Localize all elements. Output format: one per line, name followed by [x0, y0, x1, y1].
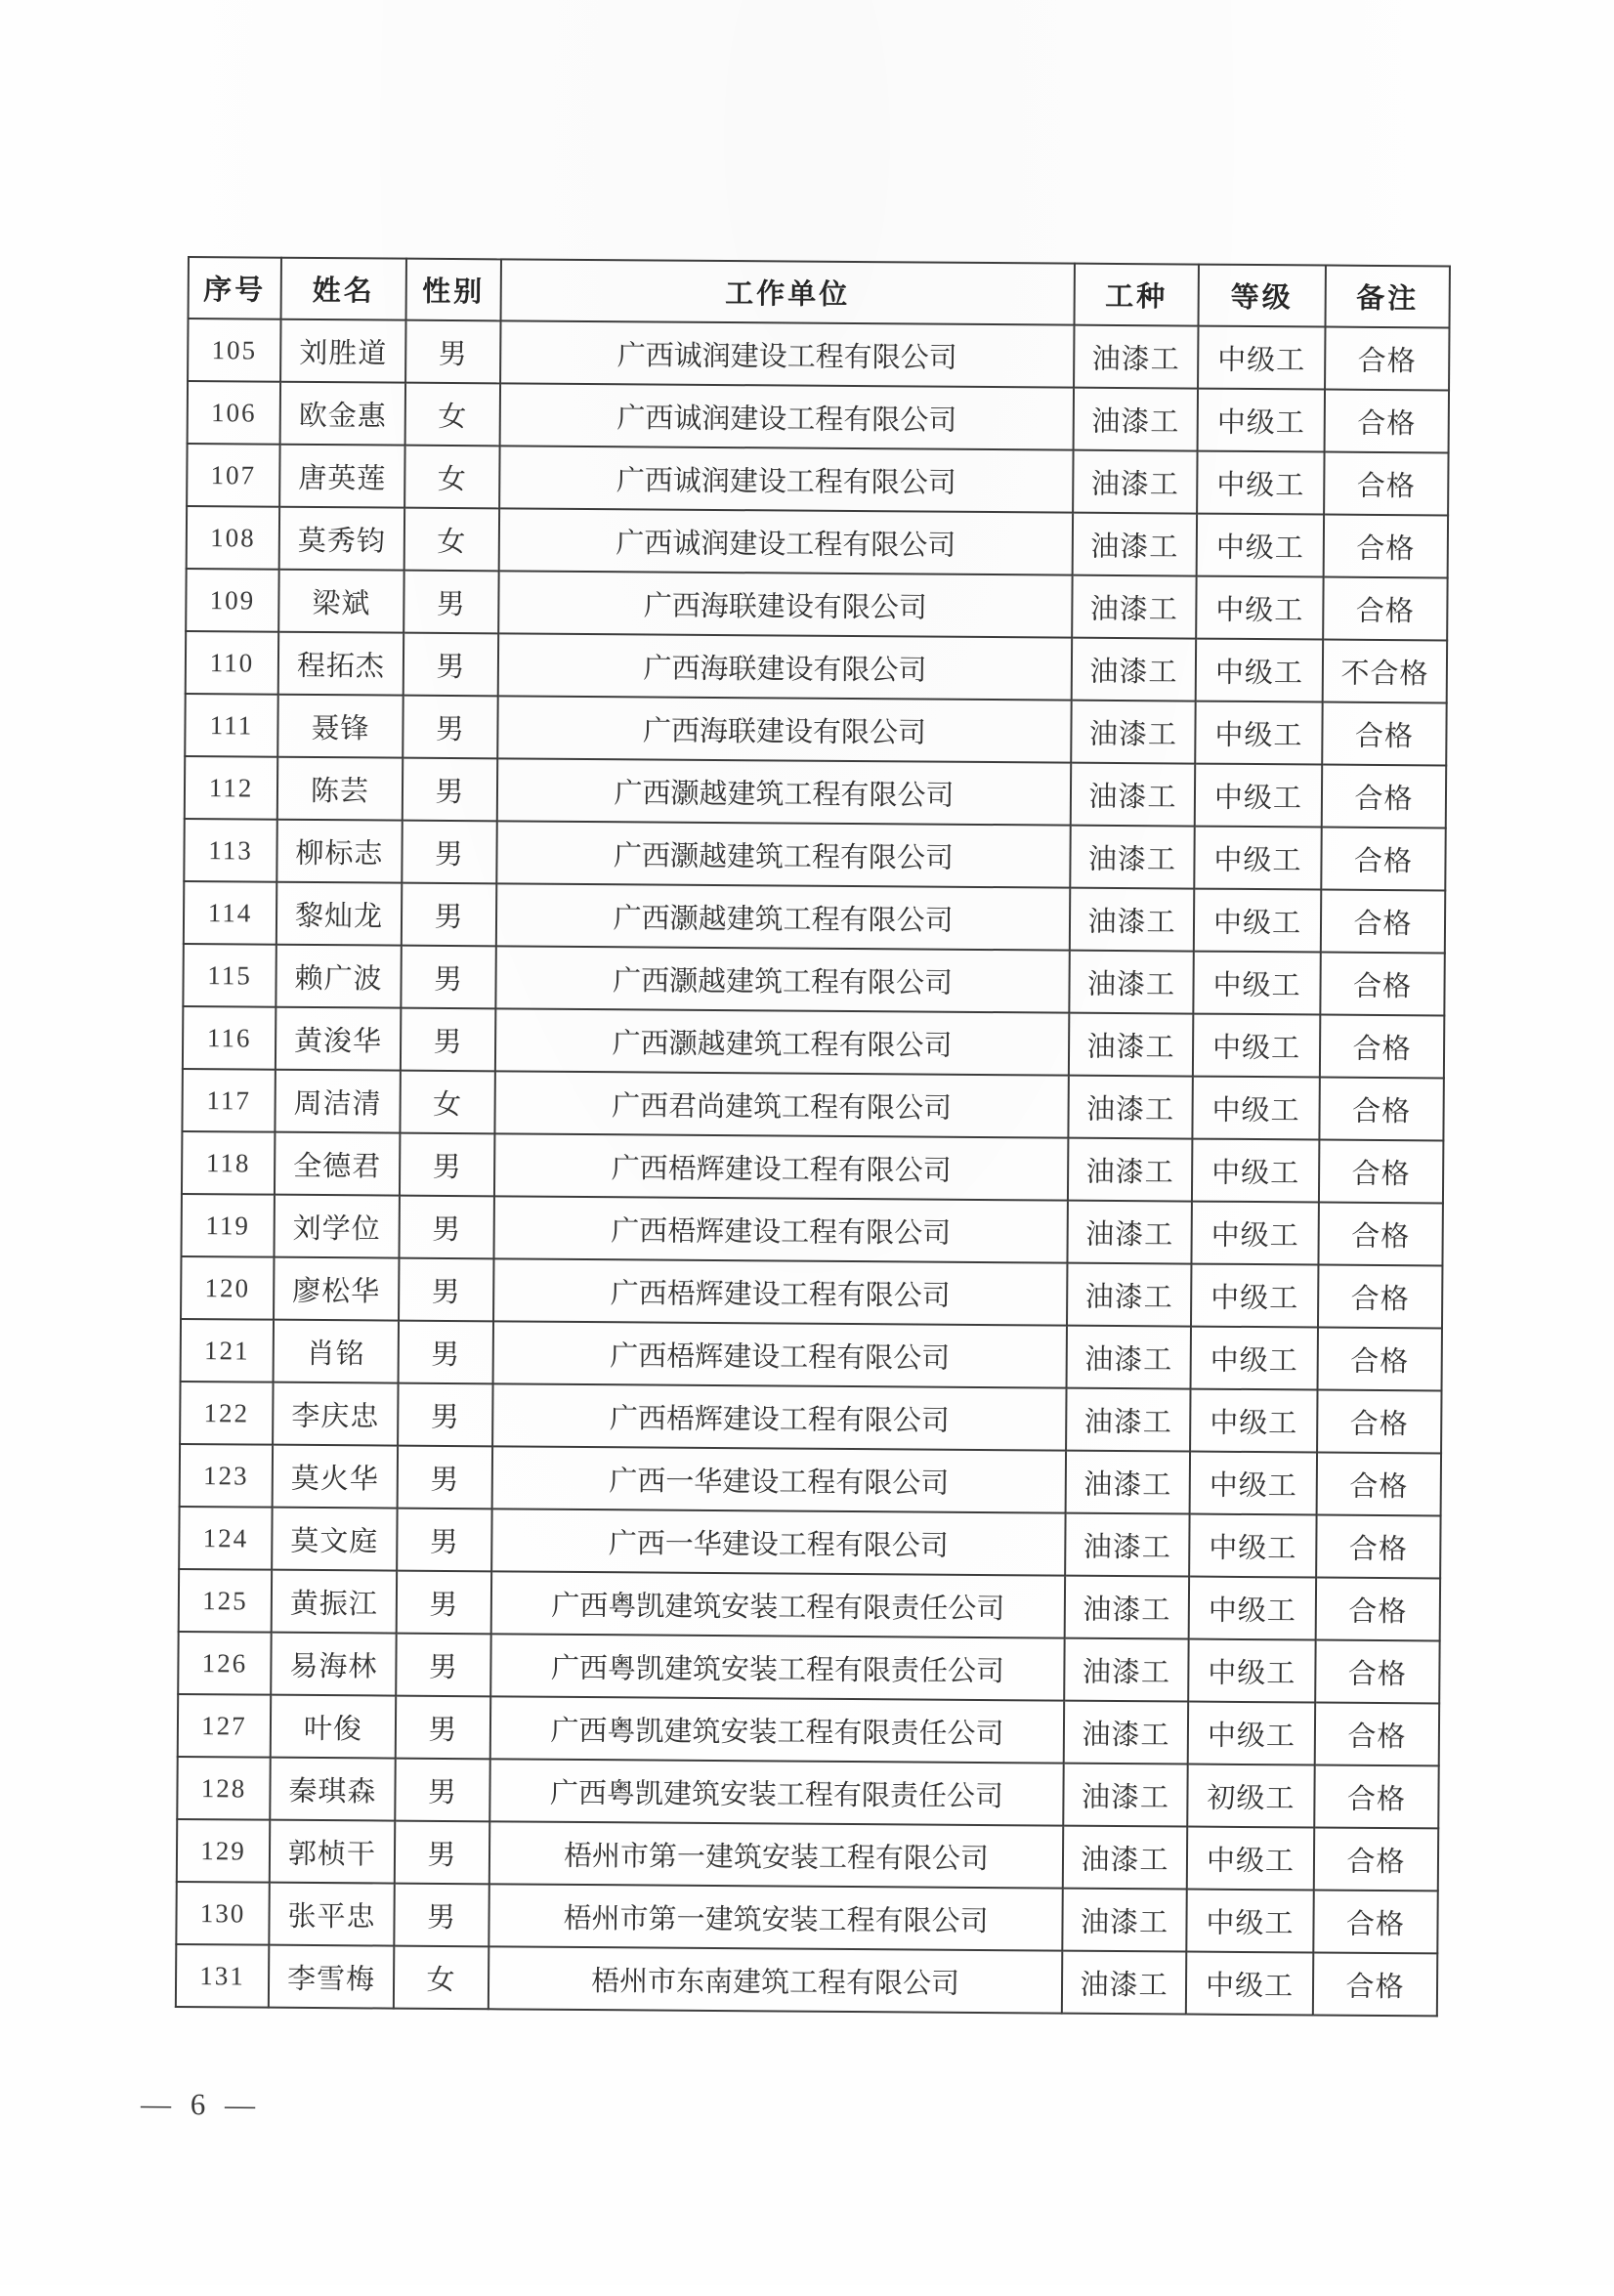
- page-number: — 6 —: [141, 2086, 262, 2122]
- cell-trade: 油漆工: [1062, 1889, 1186, 1952]
- cell-level: 中级工: [1195, 764, 1322, 828]
- cell-name: 李雪梅: [269, 1945, 394, 2009]
- cell-gender: 男: [402, 821, 496, 884]
- cell-remark: 合格: [1320, 1015, 1444, 1079]
- cell-trade: 油漆工: [1062, 1951, 1186, 2015]
- cell-name: 肖铭: [274, 1320, 399, 1383]
- cell-company: 广西粤凯建筑安装工程有限责任公司: [491, 1571, 1065, 1637]
- cell-remark: 合格: [1324, 515, 1448, 578]
- table-row: [178, 1694, 1439, 1765]
- cell-name: 郭桢干: [270, 1820, 395, 1884]
- cell-company: 广西粤凯建筑安装工程有限责任公司: [490, 1696, 1064, 1763]
- cell-company: 梧州市第一建筑安装工程有限公司: [489, 1821, 1063, 1888]
- table-row: [188, 319, 1449, 390]
- cell-name: 莫文庭: [272, 1508, 397, 1571]
- cell-company: 广西灏越建筑工程有限公司: [495, 1008, 1069, 1075]
- cell-name: 刘胜道: [280, 319, 405, 383]
- cell-remark: 合格: [1313, 1890, 1437, 1953]
- table-row: [185, 756, 1446, 828]
- cell-name: 李庆忠: [273, 1382, 398, 1446]
- cell-company: 广西海联建设有限公司: [498, 633, 1072, 700]
- cell-level: 中级工: [1196, 576, 1323, 640]
- cell-no: 124: [179, 1507, 272, 1570]
- cell-name: 欧金惠: [280, 382, 405, 446]
- cell-name: 廖松华: [274, 1257, 399, 1321]
- certification-results-table: [175, 256, 1451, 2017]
- table-row: [185, 694, 1446, 765]
- cell-level: 中级工: [1197, 451, 1324, 515]
- cell-remark: 合格: [1316, 1578, 1440, 1641]
- cell-gender: 男: [399, 1196, 493, 1259]
- cell-name: 唐英莲: [279, 445, 404, 508]
- cell-remark: 合格: [1314, 1827, 1438, 1891]
- cell-level: 中级工: [1193, 952, 1320, 1015]
- cell-trade: 油漆工: [1072, 638, 1196, 702]
- table-row: [182, 1131, 1443, 1203]
- cell-name: 赖广波: [276, 945, 401, 1008]
- cell-no: 114: [184, 881, 276, 945]
- table-row: [184, 819, 1445, 890]
- cell-remark: 合格: [1318, 1328, 1442, 1391]
- cell-gender: 男: [394, 1884, 488, 1947]
- cell-company: 广西灏越建筑工程有限公司: [495, 946, 1069, 1012]
- cell-company: 广西灏越建筑工程有限公司: [496, 821, 1070, 887]
- cell-remark: 合格: [1315, 1640, 1439, 1704]
- cell-level: 中级工: [1190, 1389, 1317, 1453]
- cell-trade: 油漆工: [1068, 1076, 1192, 1139]
- table-body: [176, 319, 1450, 2016]
- cell-gender: 男: [403, 696, 497, 759]
- cell-gender: 男: [398, 1383, 492, 1447]
- cell-name: 柳标志: [276, 820, 402, 883]
- cell-trade: 油漆工: [1066, 1388, 1190, 1452]
- cell-level: 中级工: [1194, 889, 1321, 953]
- cell-no: 105: [188, 319, 280, 382]
- table-row: [177, 1819, 1438, 1891]
- cell-gender: 男: [398, 1446, 492, 1509]
- cell-level: 初级工: [1187, 1765, 1314, 1828]
- cell-remark: 合格: [1317, 1390, 1441, 1454]
- cell-gender: 男: [405, 320, 500, 384]
- column-header: 性别: [406, 259, 501, 321]
- cell-name: 程拓杰: [278, 632, 404, 696]
- cell-no: 118: [182, 1131, 275, 1195]
- cell-company: 广西灏越建筑工程有限公司: [496, 883, 1070, 950]
- cell-trade: 油漆工: [1071, 763, 1195, 827]
- cell-level: 中级工: [1190, 1452, 1317, 1515]
- cell-name: 叶俊: [271, 1695, 396, 1759]
- cell-company: 梧州市第一建筑安装工程有限公司: [488, 1884, 1062, 1950]
- table-row: [176, 1882, 1437, 1953]
- cell-no: 125: [179, 1569, 272, 1633]
- cell-name: 张平忠: [269, 1883, 394, 1946]
- cell-gender: 女: [404, 508, 499, 572]
- cell-trade: 油漆工: [1069, 1013, 1193, 1077]
- table-row: [183, 944, 1444, 1015]
- cell-no: 107: [187, 444, 279, 507]
- cell-level: 中级工: [1188, 1639, 1315, 1703]
- table-row: [183, 1006, 1444, 1078]
- cell-trade: 油漆工: [1065, 1513, 1189, 1577]
- cell-level: 中级工: [1197, 514, 1324, 577]
- cell-company: 广西海联建设有限公司: [497, 696, 1071, 762]
- cell-no: 117: [182, 1069, 275, 1132]
- cell-remark: 合格: [1325, 390, 1449, 453]
- cell-no: 121: [181, 1319, 274, 1382]
- cell-company: 广西诚润建设工程有限公司: [500, 320, 1074, 387]
- cell-remark: 合格: [1313, 1952, 1437, 2016]
- table-row: [187, 506, 1448, 577]
- cell-company: 广西梧辉建设工程有限公司: [494, 1133, 1068, 1200]
- cell-level: 中级工: [1189, 1514, 1316, 1578]
- cell-remark: 合格: [1321, 828, 1445, 891]
- table-row: [181, 1256, 1442, 1328]
- cell-company: 广西诚润建设工程有限公司: [499, 446, 1073, 512]
- cell-level: 中级工: [1192, 1077, 1319, 1140]
- cell-name: 陈芸: [277, 757, 403, 821]
- cell-gender: 男: [404, 571, 498, 634]
- cell-no: 123: [180, 1444, 273, 1508]
- table-row: [177, 1757, 1438, 1828]
- cell-company: 广西梧辉建设工程有限公司: [492, 1383, 1066, 1450]
- table-row: [184, 881, 1445, 953]
- cell-remark: 合格: [1323, 577, 1447, 641]
- column-header: 序号: [189, 257, 281, 319]
- cell-no: 122: [180, 1382, 273, 1445]
- cell-company: 广西诚润建设工程有限公司: [500, 383, 1074, 449]
- cell-level: 中级工: [1198, 326, 1325, 390]
- cell-company: 广西一华建设工程有限公司: [492, 1446, 1066, 1512]
- table-row: [176, 1944, 1437, 2016]
- cell-gender: 男: [396, 1634, 490, 1697]
- cell-no: 111: [185, 694, 277, 757]
- cell-no: 113: [184, 819, 276, 882]
- table-row: [182, 1069, 1443, 1140]
- cell-company: 广西梧辉建设工程有限公司: [493, 1258, 1067, 1325]
- cell-level: 中级工: [1194, 827, 1321, 890]
- cell-remark: 合格: [1318, 1203, 1442, 1266]
- cell-no: 109: [186, 569, 278, 632]
- cell-level: 中级工: [1189, 1577, 1316, 1640]
- column-header: 工种: [1075, 264, 1199, 326]
- column-header: 备注: [1325, 266, 1449, 328]
- table-row: [186, 569, 1447, 640]
- table-row: [187, 444, 1448, 515]
- cell-company: 广西粤凯建筑安装工程有限责任公司: [490, 1634, 1064, 1700]
- cell-gender: 女: [405, 383, 500, 446]
- table-row: [180, 1382, 1441, 1453]
- cell-gender: 女: [394, 1946, 488, 2010]
- cell-no: 130: [176, 1882, 269, 1945]
- cell-trade: 油漆工: [1073, 450, 1197, 514]
- cell-name: 聂锋: [277, 695, 403, 758]
- cell-no: 116: [183, 1006, 276, 1070]
- cell-name: 刘学位: [274, 1195, 399, 1258]
- cell-remark: 合格: [1319, 1078, 1443, 1141]
- cell-remark: 合格: [1320, 953, 1444, 1016]
- cell-gender: 男: [399, 1321, 493, 1384]
- cell-remark: 不合格: [1323, 640, 1447, 703]
- cell-level: 中级工: [1191, 1202, 1318, 1265]
- cell-no: 108: [187, 506, 279, 570]
- cell-name: 周洁清: [275, 1070, 400, 1133]
- cell-trade: 油漆工: [1068, 1138, 1192, 1202]
- cell-no: 119: [181, 1194, 274, 1257]
- cell-level: 中级工: [1186, 1952, 1313, 2016]
- cell-trade: 油漆工: [1072, 575, 1196, 639]
- cell-trade: 油漆工: [1073, 513, 1197, 576]
- cell-level: 中级工: [1198, 389, 1325, 452]
- cell-level: 中级工: [1186, 1890, 1313, 1953]
- cell-trade: 油漆工: [1067, 1263, 1191, 1327]
- cell-remark: 合格: [1319, 1140, 1443, 1204]
- cell-gender: 女: [400, 1071, 494, 1134]
- cell-level: 中级工: [1196, 639, 1323, 702]
- cell-gender: 男: [401, 946, 495, 1009]
- column-header: 工作单位: [501, 259, 1075, 324]
- cell-no: 120: [181, 1256, 274, 1320]
- cell-no: 115: [183, 944, 276, 1007]
- cell-trade: 油漆工: [1063, 1826, 1187, 1890]
- cell-no: 131: [176, 1944, 269, 2008]
- cell-trade: 油漆工: [1070, 826, 1194, 889]
- cell-name: 黎灿龙: [276, 882, 402, 946]
- table-row: [181, 1319, 1442, 1390]
- cell-trade: 油漆工: [1070, 888, 1194, 952]
- cell-level: 中级工: [1188, 1702, 1315, 1765]
- table-header: [189, 257, 1450, 327]
- cell-remark: 合格: [1322, 702, 1446, 766]
- cell-gender: 男: [395, 1821, 489, 1885]
- column-header: 等级: [1199, 265, 1326, 327]
- table-row: [186, 631, 1447, 702]
- cell-trade: 油漆工: [1064, 1638, 1188, 1702]
- cell-no: 112: [185, 756, 277, 820]
- cell-trade: 油漆工: [1067, 1201, 1191, 1264]
- cell-no: 128: [177, 1757, 270, 1820]
- table-row: [188, 381, 1449, 452]
- table-row: [180, 1444, 1441, 1515]
- cell-company: 广西诚润建设工程有限公司: [499, 508, 1073, 574]
- cell-trade: 油漆工: [1071, 701, 1195, 764]
- cell-level: 中级工: [1187, 1827, 1314, 1891]
- cell-no: 127: [178, 1694, 271, 1758]
- cell-trade: 油漆工: [1063, 1764, 1187, 1827]
- cell-gender: 男: [400, 1133, 494, 1197]
- cell-trade: 油漆工: [1074, 325, 1198, 389]
- cell-level: 中级工: [1193, 1014, 1320, 1078]
- cell-remark: 合格: [1318, 1265, 1442, 1329]
- cell-name: 易海林: [271, 1633, 396, 1696]
- cell-level: 中级工: [1195, 702, 1322, 765]
- cell-remark: 合格: [1324, 452, 1448, 516]
- table-row: [178, 1632, 1439, 1703]
- column-header: 姓名: [281, 258, 406, 320]
- cell-gender: 男: [402, 883, 496, 947]
- cell-company: 广西海联建设有限公司: [498, 571, 1072, 637]
- cell-name: 黄浚华: [276, 1007, 401, 1071]
- cell-remark: 合格: [1314, 1765, 1438, 1828]
- cell-gender: 男: [397, 1509, 491, 1572]
- cell-remark: 合格: [1322, 765, 1446, 829]
- cell-level: 中级工: [1191, 1264, 1318, 1328]
- cell-gender: 女: [404, 446, 499, 509]
- cell-name: 莫火华: [273, 1445, 398, 1509]
- cell-gender: 男: [399, 1258, 493, 1322]
- cell-gender: 男: [404, 633, 498, 697]
- cell-company: 广西梧辉建设工程有限公司: [493, 1321, 1067, 1387]
- cell-name: 全德君: [275, 1132, 400, 1196]
- cell-gender: 男: [403, 758, 497, 822]
- table-row: [181, 1194, 1442, 1265]
- cell-remark: 合格: [1317, 1453, 1441, 1516]
- cell-no: 106: [188, 381, 280, 445]
- cell-trade: 油漆工: [1064, 1701, 1188, 1765]
- cell-company: 广西一华建设工程有限公司: [491, 1509, 1065, 1575]
- table-row: [179, 1569, 1440, 1640]
- cell-gender: 男: [397, 1571, 491, 1635]
- cell-remark: 合格: [1325, 327, 1449, 391]
- cell-remark: 合格: [1316, 1515, 1440, 1579]
- cell-trade: 油漆工: [1074, 388, 1198, 451]
- cell-name: 黄振江: [272, 1570, 397, 1634]
- cell-gender: 男: [396, 1696, 490, 1760]
- cell-name: 梁斌: [278, 570, 404, 633]
- cell-trade: 油漆工: [1067, 1326, 1191, 1389]
- cell-company: 广西灏越建筑工程有限公司: [497, 758, 1071, 825]
- cell-name: 秦琪森: [270, 1758, 395, 1821]
- cell-gender: 男: [401, 1008, 495, 1072]
- cell-no: 110: [186, 631, 278, 695]
- cell-no: 126: [178, 1632, 271, 1695]
- cell-gender: 男: [395, 1759, 489, 1822]
- cell-company: 广西梧辉建设工程有限公司: [493, 1196, 1067, 1262]
- cell-no: 129: [177, 1819, 270, 1883]
- cell-trade: 油漆工: [1069, 951, 1193, 1014]
- cell-level: 中级工: [1191, 1327, 1318, 1390]
- table-header-row: [189, 257, 1450, 327]
- cell-company: 梧州市东南建筑工程有限公司: [488, 1946, 1062, 2013]
- table-row: [179, 1507, 1440, 1578]
- cell-company: 广西粤凯建筑安装工程有限责任公司: [489, 1759, 1063, 1825]
- cell-remark: 合格: [1315, 1703, 1439, 1766]
- cell-trade: 油漆工: [1066, 1451, 1190, 1514]
- cell-remark: 合格: [1321, 890, 1445, 954]
- cell-company: 广西君尚建筑工程有限公司: [494, 1071, 1068, 1137]
- cell-level: 中级工: [1192, 1139, 1319, 1203]
- cell-trade: 油漆工: [1065, 1576, 1189, 1639]
- cell-name: 莫秀钧: [279, 507, 404, 571]
